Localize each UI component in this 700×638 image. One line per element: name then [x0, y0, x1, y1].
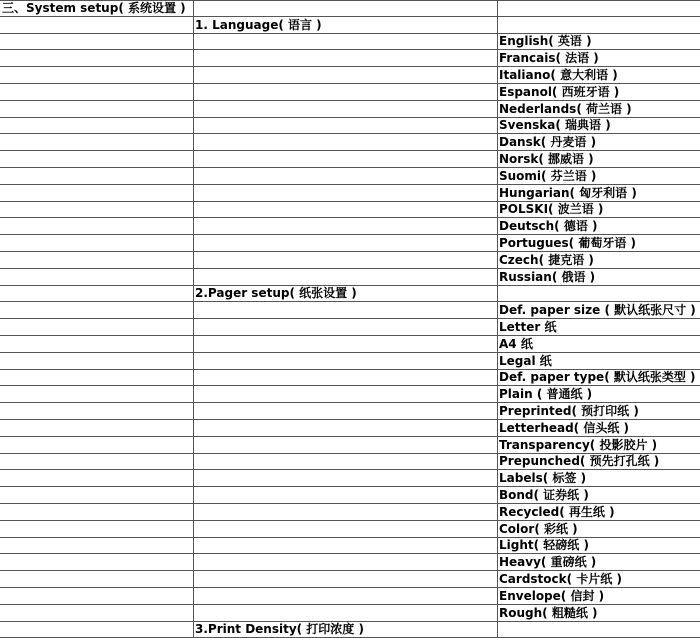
- option-item: Hungarian( 匈牙利语 ): [499, 185, 637, 200]
- cell-col-3[interactable]: [499, 17, 699, 33]
- option-item: Def. paper size ( 默认纸张尺寸 ): [499, 303, 696, 318]
- table-row: [0, 487, 700, 504]
- table-row: [0, 622, 700, 638]
- cell-col-1[interactable]: [2, 420, 192, 436]
- cell-col-3[interactable]: [499, 84, 699, 100]
- cell-col-3[interactable]: [499, 185, 699, 201]
- cell-col-1[interactable]: [2, 218, 192, 234]
- cell-col-3[interactable]: [499, 353, 699, 369]
- section-title: 1. Language( 语言 ): [195, 17, 322, 32]
- table-row: [0, 202, 700, 219]
- option-item: A4 纸: [499, 336, 533, 351]
- cell-col-1[interactable]: [2, 319, 192, 335]
- option-item: Portugues( 葡萄牙语 ): [499, 236, 636, 251]
- table-row: [0, 84, 700, 101]
- cell-col-1[interactable]: [2, 370, 192, 386]
- option-item: Italiano( 意大利语 ): [499, 68, 618, 83]
- cell-col-3[interactable]: [499, 403, 699, 419]
- cell-col-3[interactable]: [499, 370, 699, 386]
- cell-col-2[interactable]: [195, 202, 495, 218]
- option-item: Envelope( 信封 ): [499, 588, 605, 603]
- cell-col-1[interactable]: [2, 504, 192, 520]
- cell-col-1[interactable]: [2, 605, 192, 621]
- cell-col-2[interactable]: [195, 454, 495, 470]
- option-item: Recycled( 再生纸 ): [499, 504, 615, 519]
- cell-col-1[interactable]: [2, 403, 192, 419]
- cell-col-3[interactable]: [499, 34, 699, 50]
- cell-col-3[interactable]: [499, 269, 699, 285]
- section-title: 2.Pager setup( 纸张设置 ): [195, 286, 357, 301]
- table-row: [0, 218, 700, 235]
- cell-col-2[interactable]: [195, 554, 495, 570]
- table-row: [0, 454, 700, 471]
- cell-col-3[interactable]: [499, 151, 699, 167]
- cell-col-2[interactable]: [195, 235, 495, 251]
- option-item: Def. paper type( 默认纸张类型 ): [499, 370, 696, 385]
- cell-col-3[interactable]: [499, 336, 699, 352]
- option-item: Prepunched( 预先打孔纸 ): [499, 454, 660, 469]
- cell-col-2[interactable]: [195, 588, 495, 604]
- cell-col-1[interactable]: [2, 454, 192, 470]
- table-row: [0, 386, 700, 403]
- option-item: Deutsch( 德语 ): [499, 219, 598, 234]
- option-item: Plain ( 普通纸 ): [499, 387, 593, 402]
- cell-col-1[interactable]: [2, 101, 192, 117]
- sheet-title: 三、System setup( 系统设置 ): [2, 0, 186, 15]
- cell-col-3[interactable]: [499, 118, 699, 134]
- cell-col-2[interactable]: [195, 50, 495, 66]
- cell-col-3[interactable]: [499, 134, 699, 150]
- cell-col-1[interactable]: [2, 269, 192, 285]
- option-item: Light( 轻磅纸 ): [499, 538, 589, 553]
- cell-col-3[interactable]: [499, 588, 699, 604]
- cell-col-3[interactable]: [499, 504, 699, 520]
- cell-col-2[interactable]: [195, 521, 495, 537]
- cell-col-3[interactable]: [499, 168, 699, 184]
- cell-col-2[interactable]: [195, 252, 495, 268]
- table-row: [0, 605, 700, 622]
- option-item: Nederlands( 荷兰语 ): [499, 101, 632, 116]
- table-row: [0, 252, 700, 269]
- cell-col-3[interactable]: [499, 454, 699, 470]
- cell-col-2[interactable]: [195, 336, 495, 352]
- cell-col-1[interactable]: [2, 538, 192, 554]
- table-row: [0, 50, 700, 67]
- option-item: Espanol( 西班牙语 ): [499, 84, 620, 99]
- option-item: Letterhead( 信头纸 ): [499, 420, 630, 435]
- table-row: [0, 101, 700, 118]
- cell-col-1[interactable]: [2, 622, 192, 638]
- cell-col-2[interactable]: [195, 118, 495, 134]
- cell-col-2[interactable]: [195, 269, 495, 285]
- cell-col-1[interactable]: [2, 202, 192, 218]
- option-item: POLSKI( 波兰语 ): [499, 202, 604, 217]
- table-row: [0, 571, 700, 588]
- cell-col-2[interactable]: [195, 386, 495, 402]
- cell-col-3[interactable]: [499, 319, 699, 335]
- option-item: Bond( 证券纸 ): [499, 488, 589, 503]
- cell-col-2[interactable]: [195, 67, 495, 83]
- option-item: Heavy( 重磅纸 ): [499, 555, 597, 570]
- cell-col-1[interactable]: [2, 302, 192, 318]
- cell-col-1[interactable]: [2, 286, 192, 302]
- cell-col-1[interactable]: [2, 521, 192, 537]
- option-item: Czech( 捷克语 ): [499, 252, 594, 267]
- cell-col-3[interactable]: [499, 218, 699, 234]
- table-row: [0, 336, 700, 353]
- cell-col-1[interactable]: [2, 84, 192, 100]
- cell-col-2[interactable]: [195, 420, 495, 436]
- cell-col-2[interactable]: [195, 571, 495, 587]
- cell-col-1[interactable]: [2, 168, 192, 184]
- table-row: [0, 319, 700, 336]
- cell-col-3[interactable]: [499, 101, 699, 117]
- cell-col-1[interactable]: [2, 34, 192, 50]
- cell-col-2[interactable]: [195, 168, 495, 184]
- column-divider-2: [497, 0, 498, 637]
- cell-col-1[interactable]: [2, 571, 192, 587]
- cell-col-1[interactable]: [2, 470, 192, 486]
- cell-col-1[interactable]: [2, 235, 192, 251]
- table-row: [0, 168, 700, 185]
- cell-col-2[interactable]: [195, 0, 495, 16]
- cell-col-3[interactable]: [499, 302, 699, 318]
- cell-col-3[interactable]: [499, 420, 699, 436]
- cell-col-3[interactable]: [499, 286, 699, 302]
- cell-col-1[interactable]: [2, 252, 192, 268]
- table-row: [0, 17, 700, 34]
- table-row: [0, 420, 700, 437]
- cell-col-1[interactable]: [2, 336, 192, 352]
- cell-col-3[interactable]: [499, 521, 699, 537]
- cell-col-3[interactable]: [499, 386, 699, 402]
- table-row: [0, 0, 700, 17]
- option-item: Russian( 俄语 ): [499, 269, 596, 284]
- cell-col-3[interactable]: [499, 67, 699, 83]
- cell-col-1[interactable]: [2, 50, 192, 66]
- table-row: [0, 34, 700, 51]
- cell-col-2[interactable]: [195, 151, 495, 167]
- cell-col-2[interactable]: [195, 504, 495, 520]
- option-item: Transparency( 投影胶片 ): [499, 437, 658, 452]
- cell-col-1[interactable]: [2, 487, 192, 503]
- cell-col-1[interactable]: [2, 134, 192, 150]
- option-item: Svenska( 瑞典语 ): [499, 118, 611, 133]
- cell-col-2[interactable]: [195, 17, 495, 33]
- cell-col-2[interactable]: [195, 286, 495, 302]
- table-row: [0, 302, 700, 319]
- cell-col-2[interactable]: [195, 370, 495, 386]
- cell-col-3[interactable]: [499, 50, 699, 66]
- table-row: [0, 504, 700, 521]
- cell-col-1[interactable]: [2, 588, 192, 604]
- table-row: [0, 269, 700, 286]
- option-item: English( 英语 ): [499, 34, 592, 49]
- table-row: [0, 554, 700, 571]
- cell-col-3[interactable]: [499, 487, 699, 503]
- cell-col-3[interactable]: [499, 202, 699, 218]
- table-row: [0, 403, 700, 420]
- cell-col-3[interactable]: [499, 554, 699, 570]
- cell-col-2[interactable]: [195, 403, 495, 419]
- table-row: [0, 286, 700, 303]
- table-row: [0, 134, 700, 151]
- cell-col-2[interactable]: [195, 605, 495, 621]
- section-title: 3.Print Density( 打印浓度 ): [195, 622, 364, 637]
- cell-col-2[interactable]: [195, 353, 495, 369]
- table-row: [0, 235, 700, 252]
- column-divider-1: [193, 0, 194, 637]
- table-row: [0, 370, 700, 387]
- cell-col-2[interactable]: [195, 437, 495, 453]
- cell-col-3[interactable]: [499, 538, 699, 554]
- cell-col-3[interactable]: [499, 235, 699, 251]
- cell-col-2[interactable]: [195, 622, 495, 638]
- option-item: Labels( 标签 ): [499, 471, 587, 486]
- cell-col-1[interactable]: [2, 118, 192, 134]
- cell-col-1[interactable]: [2, 17, 192, 33]
- option-item: Francais( 法语 ): [499, 51, 599, 66]
- table-row: [0, 118, 700, 135]
- cell-col-2[interactable]: [195, 185, 495, 201]
- option-item: Legal 纸: [499, 353, 552, 368]
- cell-col-1[interactable]: [2, 151, 192, 167]
- option-item: Dansk( 丹麦语 ): [499, 135, 597, 150]
- cell-col-3[interactable]: [499, 605, 699, 621]
- cell-col-2[interactable]: [195, 218, 495, 234]
- cell-col-2[interactable]: [195, 302, 495, 318]
- table-row: [0, 538, 700, 555]
- cell-col-3[interactable]: [499, 571, 699, 587]
- cell-col-2[interactable]: [195, 84, 495, 100]
- table-row: [0, 588, 700, 605]
- table-row: [0, 470, 700, 487]
- option-item: Suomi( 芬兰语 ): [499, 168, 597, 183]
- cell-col-1[interactable]: [2, 185, 192, 201]
- table-row: [0, 353, 700, 370]
- option-item: Letter 纸: [499, 320, 557, 335]
- cell-col-2[interactable]: [195, 319, 495, 335]
- option-item: Norsk( 挪威语 ): [499, 152, 594, 167]
- cell-col-2[interactable]: [195, 470, 495, 486]
- option-item: Color( 彩纸 ): [499, 521, 578, 536]
- cell-col-1[interactable]: [2, 353, 192, 369]
- cell-col-1[interactable]: [2, 386, 192, 402]
- cell-col-3[interactable]: [499, 0, 699, 16]
- option-item: Cardstock( 卡片纸 ): [499, 572, 622, 587]
- cell-col-2[interactable]: [195, 101, 495, 117]
- cell-col-3[interactable]: [499, 622, 699, 638]
- cell-col-1[interactable]: [2, 437, 192, 453]
- cell-col-3[interactable]: [499, 437, 699, 453]
- cell-col-2[interactable]: [195, 34, 495, 50]
- table-row: [0, 521, 700, 538]
- option-item: Preprinted( 预打印纸 ): [499, 404, 639, 419]
- table-row: [0, 437, 700, 454]
- cell-col-2[interactable]: [195, 487, 495, 503]
- table-row: [0, 185, 700, 202]
- cell-col-1[interactable]: [2, 554, 192, 570]
- cell-col-2[interactable]: [195, 134, 495, 150]
- cell-col-2[interactable]: [195, 538, 495, 554]
- cell-col-3[interactable]: [499, 470, 699, 486]
- cell-col-1[interactable]: [2, 67, 192, 83]
- cell-col-3[interactable]: [499, 252, 699, 268]
- table-row: [0, 67, 700, 84]
- cell-col-1[interactable]: [2, 0, 192, 16]
- option-item: Rough( 粗糙纸 ): [499, 605, 598, 620]
- table-row: [0, 151, 700, 168]
